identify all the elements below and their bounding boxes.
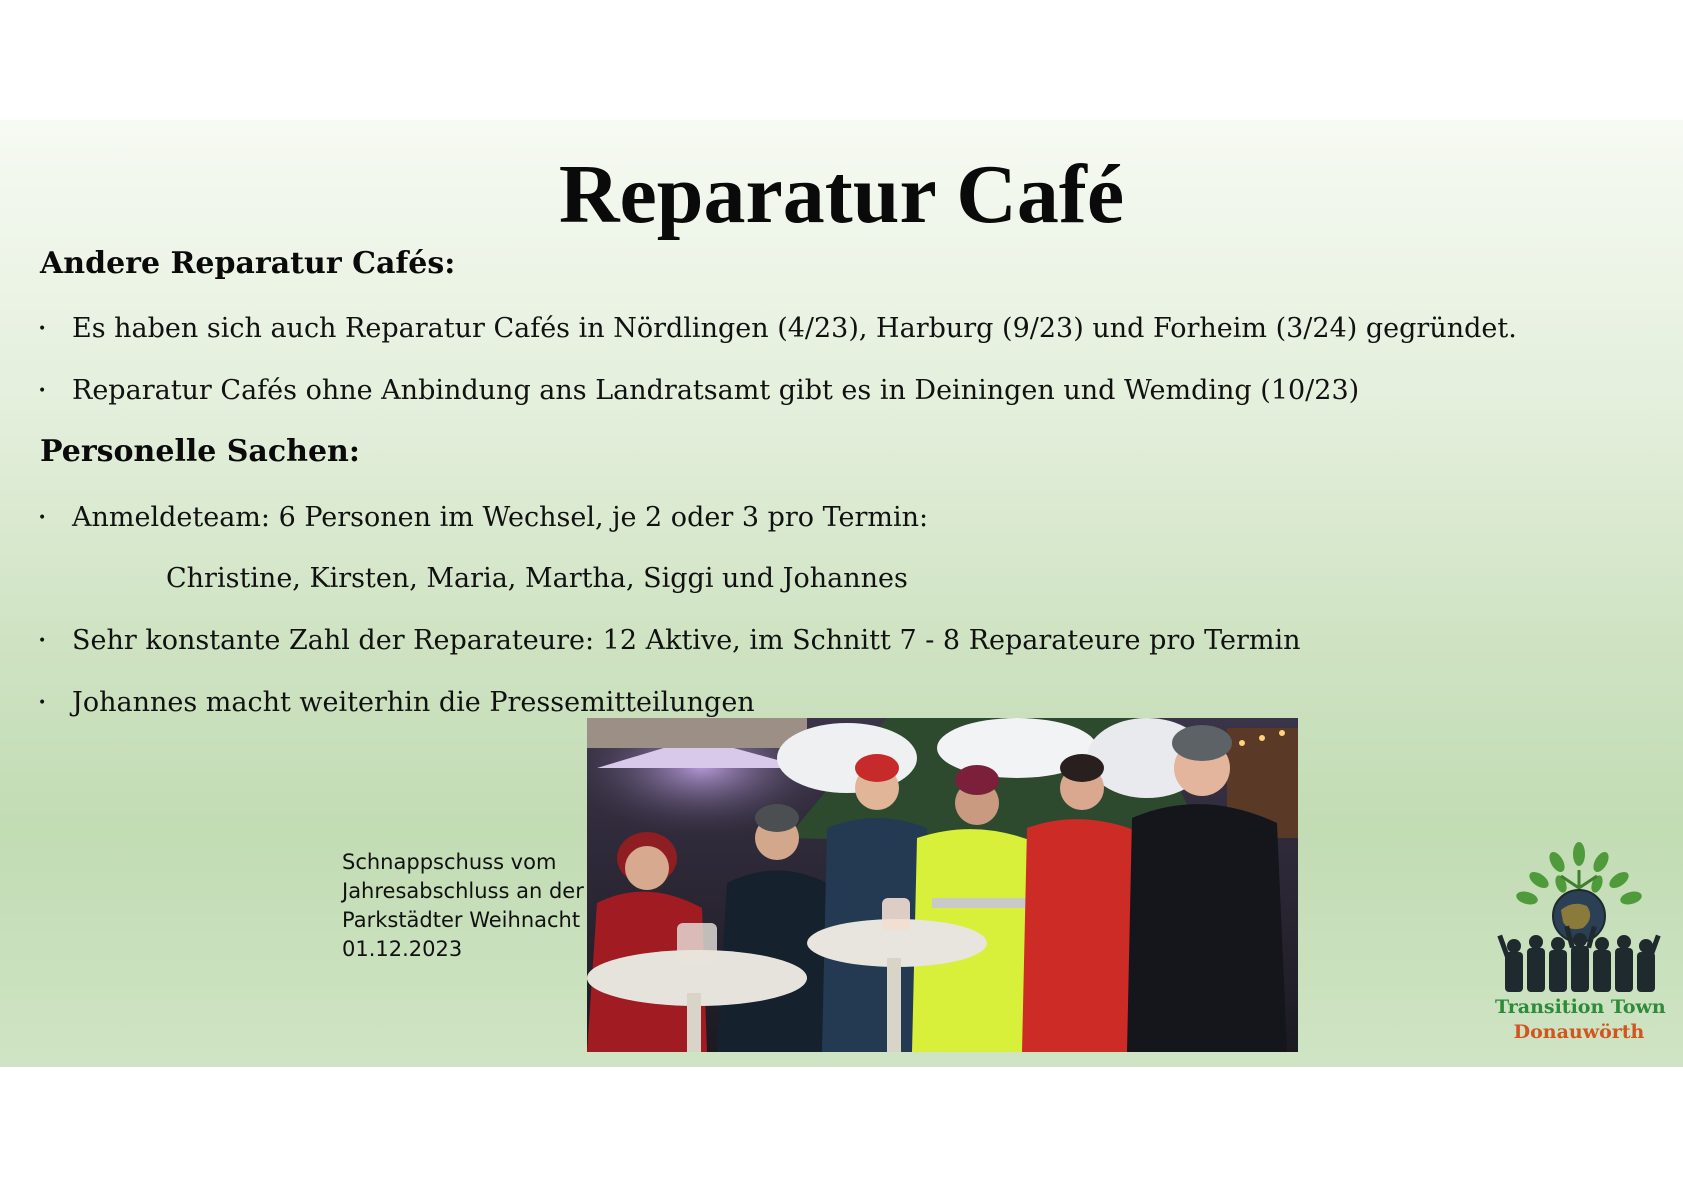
bullet-text: Johannes macht weiterhin die Pressemitteilungen [72, 687, 755, 718]
tree-globe-icon [1495, 840, 1663, 995]
bullet-dot: • [38, 695, 47, 711]
bullet-text: Es haben sich auch Reparatur Cafés in Nördlingen (4/23), Harburg (9/23) und Forheim (3/24) gegründet. [72, 313, 1517, 344]
slide-title: Reparatur Café [558, 148, 1125, 241]
names-line: Christine, Kirsten, Maria, Martha, Siggi und Johannes [166, 563, 908, 594]
transition-town-logo [1495, 840, 1666, 1045]
caption-line: Parkstädter Weihnacht [342, 908, 581, 932]
caption-line: Schnappschuss vom [342, 850, 557, 874]
group-photo [587, 718, 1298, 1052]
logo-text-transition-town: Transition Town [1495, 996, 1666, 1018]
bullet-text: Anmeldeteam: 6 Personen im Wechsel, je 2 oder 3 pro Termin: [72, 502, 929, 533]
bullet-dot: • [38, 633, 47, 649]
caption-line: Jahresabschluss an der [342, 879, 584, 903]
photo-caption [342, 848, 582, 964]
bullet-dot: • [38, 383, 47, 399]
bullet-dot: • [38, 321, 47, 337]
caption-line: 01.12.2023 [342, 937, 463, 961]
bullet-dot: • [38, 510, 47, 526]
bullet-text: Sehr konstante Zahl der Reparateure: 12 Aktive, im Schnitt 7 - 8 Reparateure pro Termin [72, 625, 1301, 656]
section-heading-other-cafes: Andere Reparatur Cafés: [40, 246, 456, 281]
bullet-text: Reparatur Cafés ohne Anbindung ans Landratsamt gibt es in Deiningen und Wemding (10/23) [72, 375, 1360, 406]
section-heading-personnel: Personelle Sachen: [40, 434, 360, 469]
logo-text-donauwoerth: Donauwörth [1513, 1021, 1645, 1043]
